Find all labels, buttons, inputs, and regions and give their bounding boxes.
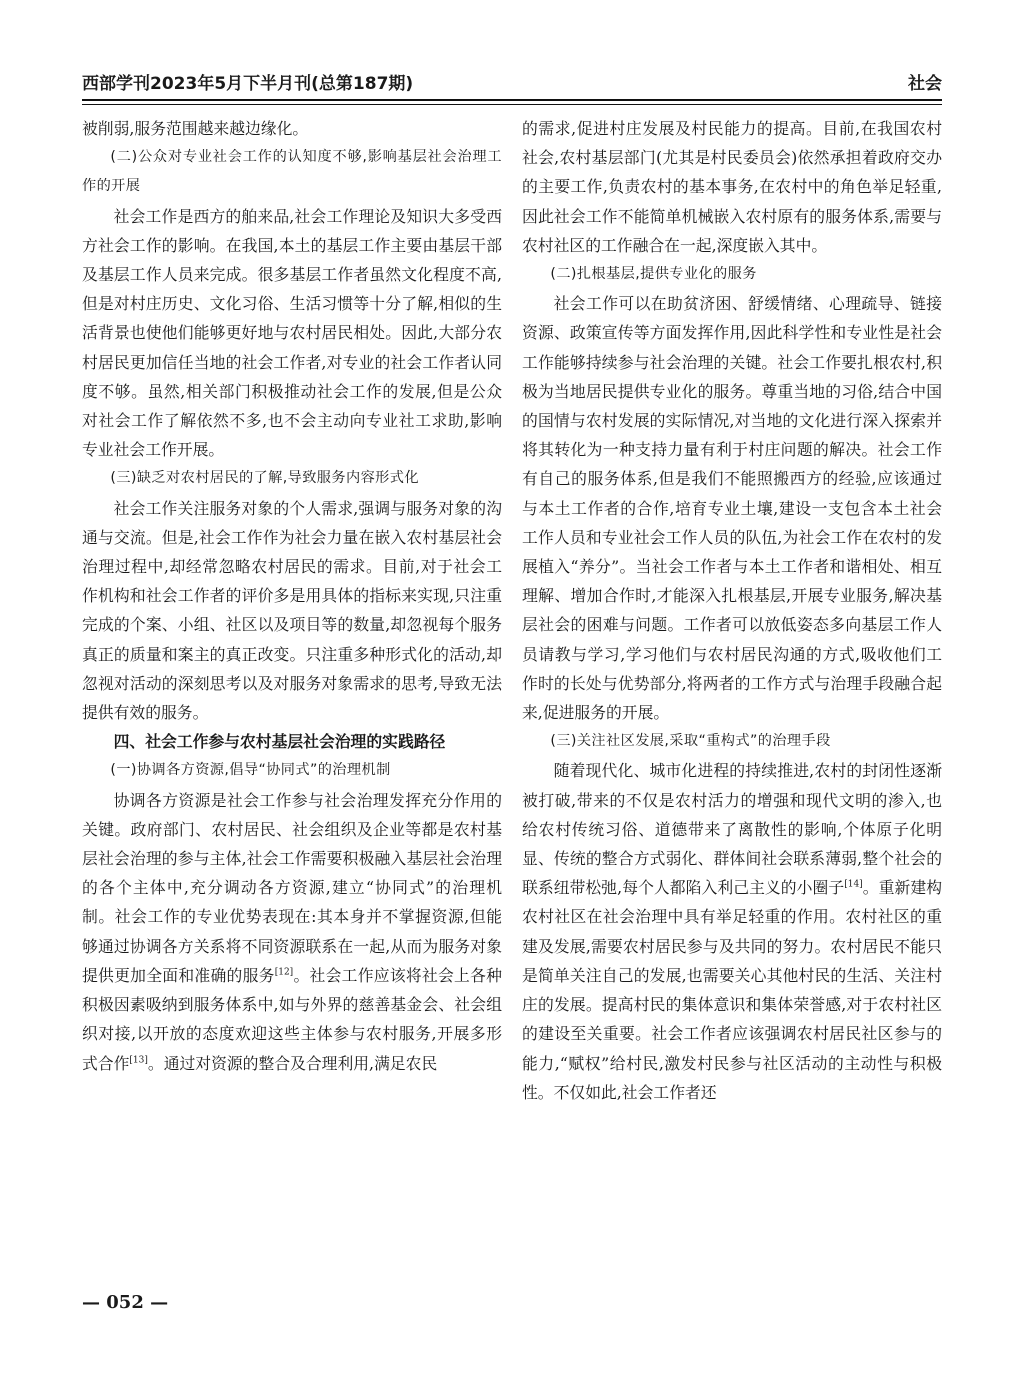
- subsection-heading: (二)扎根基层,提供专业化的服务: [550, 266, 757, 283]
- paragraph: 的需求,促进村庄发展及村民能力的提高。目前,在我国农村社会,农村基层部门(尤其是村民委员会)依然承担着政府交办的主要工作,负责农村的基本事务,在农村中的角色举足轻重,因此社会工作不能简单机械嵌入农村原有的服务体系,需要与农村社区的工作融合在一起,深度嵌入其中。: [522, 119, 942, 255]
- paragraph: [522, 756, 942, 1106]
- paragraph: [82, 786, 502, 1078]
- subsection-heading: (三)关注社区发展,采取“重构式”的治理手段: [550, 733, 831, 750]
- paragraph-text: 协调各方资源是社会工作参与社会治理发挥充分作用的关键。政府部门、农村居民、社会组织及企业等都是农村基层社会治理的参与主体,社会工作需要积极融入基层社会治理的各个主体中,充分调动各方资源,建立“协同式”的治理机制。社会工作的专业优势表现在:其本身并不掌握资源,但能够通过协调各方关系将不同资源联系在一起,从而为服务对象提供更加全面和准确的服务: [82, 790, 502, 985]
- citation-ref: [12]: [274, 967, 294, 978]
- citation-ref: [14]: [844, 880, 863, 891]
- section-heading: 四、社会工作参与农村基层社会治理的实践路径: [113, 732, 446, 752]
- subsection-heading: (一)协调各方资源,倡导“协同式”的治理机制: [110, 762, 391, 779]
- citation-ref: [13]: [129, 1055, 148, 1066]
- paragraph: 社会工作是西方的舶来品,社会工作理论及知识大多受西方社会工作的影响。在我国,本土的基层工作主要由基层干部及基层工作人员来完成。很多基层工作者虽然文化程度不高,但是对村庄历史、文化习俗、生活习惯等十分了解,相似的生活背景也使他们能够更好地与农村居民相处。因此,大部分农村居民更加信任当地的社会工作者,对专业的社会工作者认同度不够。虽然,相关部门积极推动社会工作的发展,但是公众对社会工作了解依然不多,也不会主动向专业社工求助,影响专业社会工作开展。: [82, 206, 502, 460]
- paragraph-text: 。重新建构农村社区在社会治理中具有举足轻重的作用。农村社区的重建及发展,需要农村居民参与及共同的努力。农村居民不能只是简单关注自己的发展,也需要关心其他村民的生活、关注村庄的发展。提高村民的集体意识和集体荣誉感,对于农村社区的建设至关重要。社会工作者应该强调农村居民社区参与的能力,“赋权”给村民,激发村民参与社区活动的主动性与积极性。不仅如此,社会工作者还: [522, 878, 942, 1102]
- paragraph-text: 随着现代化、城市化进程的持续推进,农村的封闭性逐渐被打破,带来的不仅是农村活力的增强和现代文明的渗入,也给农村传统习俗、道德带来了离散性的影响,个体原子化明显、传统的整合方式弱化、群体间社会联系薄弱,整个社会的联系纽带松弛,每个人都陷入利己主义的小圈子: [522, 761, 942, 898]
- journal-title: 西部学刊2023年5月下半月刊(总第187期): [82, 74, 414, 94]
- right-column: [522, 114, 942, 1107]
- paragraph-text: 。通过对资源的整合及合理利用,满足农民: [147, 1053, 438, 1073]
- paragraph: 社会工作关注服务对象的个人需求,强调与服务对象的沟通与交流。但是,社会工作作为社会力量在嵌入农村基层社会治理过程中,却经常忽略农村居民的需求。目前,对于社会工作机构和社会工作者的评价多是用具体的指标来实现,只注重完成的个案、小组、社区以及项目等的数量,却忽视每个服务真正的质量和案主的真正改变。只注重多种形式化的活动,却忽视对活动的深刻思考以及对服务对象需求的思考,导致无法提供有效的服务。: [82, 498, 502, 723]
- left-column: [82, 114, 502, 1078]
- subsection-heading: (二)公众对专业社会工作的认知度不够,影响基层社会治理工作的开展: [82, 149, 502, 195]
- running-header: [82, 68, 942, 100]
- subsection-heading: (三)缺乏对农村居民的了解,导致服务内容形式化: [110, 470, 419, 487]
- paragraph-text: 。社会工作应该将社会上各种积极因素吸纳到服务体系中,如与外界的慈善基金会、社会组织对接,以开放的态度欢迎这些主体参与农村服务,开展多形式合作: [82, 965, 502, 1073]
- header-rule-thin: [82, 104, 942, 105]
- paragraph: 被削弱,服务范围越来越边缘化。: [82, 119, 309, 138]
- page-number: — 052 —: [82, 1292, 169, 1313]
- header-rule-thick: [82, 99, 942, 101]
- section-label: 社会: [908, 74, 942, 94]
- paragraph: 社会工作可以在助贫济困、舒缓情绪、心理疏导、链接资源、政策宣传等方面发挥作用,因此科学性和专业性是社会工作能够持续参与社会治理的关键。社会工作要扎根农村,积极为当地居民提供专业化的服务。尊重当地的习俗,结合中国的国情与农村发展的实际情况,对当地的文化进行深入探索并将其转化为一种支持力量有利于村庄问题的解决。社会工作有自己的服务体系,但是我们不能照搬西方的经验,应该通过与本土工作者的合作,培育专业土壤,建设一支包含本土社会工作人员和专业社会工作人员的队伍,为社会工作在农村的发展植入“养分”。当社会工作者与本土工作者和谐相处、相互理解、增加合作时,才能深入扎根基层,开展专业服务,解决基层社会的困难与问题。工作者可以放低姿态多向基层工作人员请教与学习,学习他们与农村居民沟通的方式,吸收他们工作时的长处与优势部分,将两者的工作方式与治理手段融合起来,促进服务的开展。: [522, 294, 942, 723]
